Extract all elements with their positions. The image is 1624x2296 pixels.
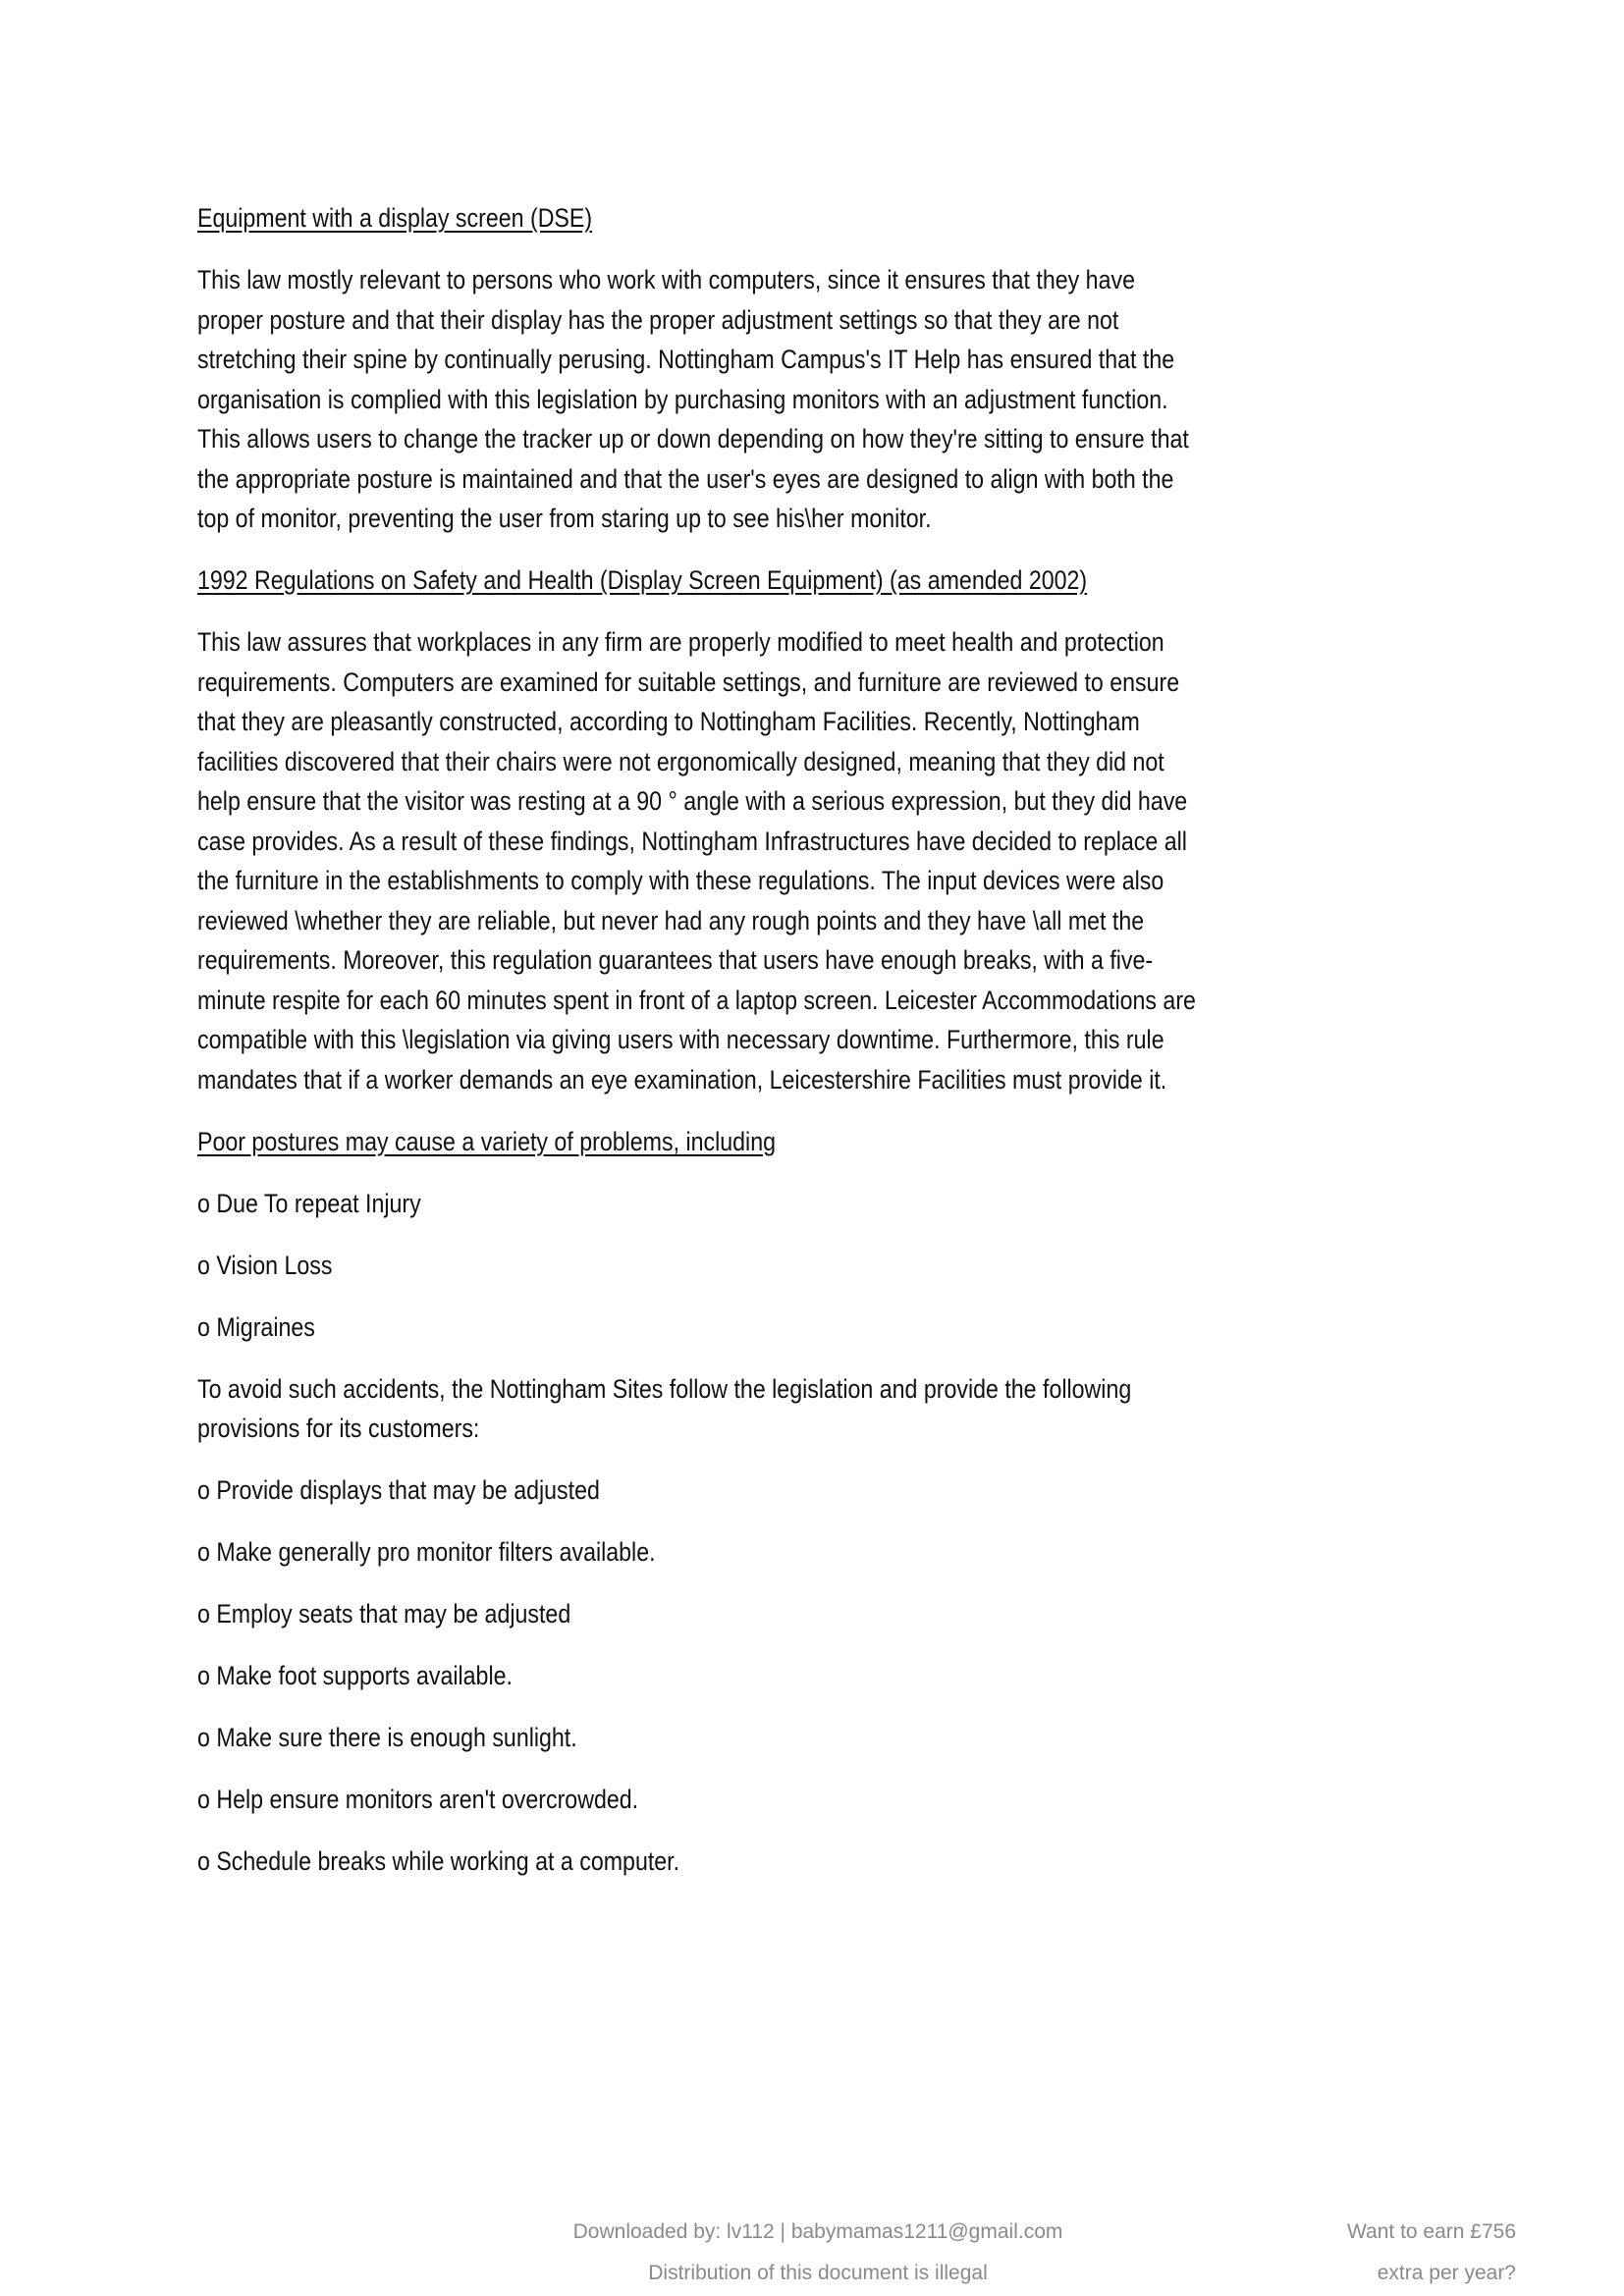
list-item	[197, 1656, 1474, 1696]
paragraph-line: requirements. Computers are examined for suitable settings, and furniture are reviewed to ensure	[197, 667, 1180, 697]
paragraph-line: requirements. Moreover, this regulation guarantees that users have enough breaks, with a five-	[197, 945, 1154, 975]
paragraph-dse	[197, 260, 1474, 539]
heading-text: 1992 Regulations on Safety and Health (Display Screen Equipment) (as amended 2002)	[197, 565, 1088, 595]
list-item-text: o Schedule breaks while working at a computer.	[197, 1846, 680, 1876]
paragraph-line: reviewed \whether they are reliable, but never had any rough points and they have \all met the	[197, 905, 1145, 935]
paragraph-line: the furniture in the establishments to comply with these regulations. The input devices were also	[197, 866, 1164, 895]
paragraph-line: help ensure that the visitor was resting at a 90 ° angle with a serious expression, but they did have	[197, 786, 1188, 816]
footer-promo-line1[interactable]: Want to earn £756	[1347, 2220, 1516, 2243]
paragraph-line: minute respite for each 60 minutes spent in front of a laptop screen. Leicester Accommodations are	[197, 985, 1196, 1015]
list-item-text: o Provide displays that may be adjusted	[197, 1475, 600, 1505]
paragraph-line: top of monitor, preventing the user from staring up to see his\her monitor.	[197, 504, 932, 533]
paragraph-line: This law mostly relevant to persons who work with computers, since it ensures that they have	[197, 265, 1135, 294]
paragraph-line: proper posture and that their display has the proper adjustment settings so that they are not	[197, 304, 1119, 335]
list-item-text: o Help ensure monitors aren't overcrowded.	[197, 1785, 639, 1814]
paragraph-line: case provides. As a result of these findings, Nottingham Infrastructures have decided to replace all	[197, 826, 1187, 856]
list-item	[197, 1308, 1474, 1348]
problems-list	[197, 1184, 1474, 1348]
heading-regulations	[197, 561, 1474, 601]
paragraph-avoid	[197, 1369, 1474, 1449]
paragraph-line: This allows users to change the tracker up or down depending on how they're sitting to ensure that	[197, 424, 1189, 454]
list-item	[197, 1718, 1474, 1758]
list-item	[197, 1470, 1474, 1511]
heading-text: Equipment with a display screen (DSE)	[197, 203, 593, 233]
paragraph-line: mandates that if a worker demands an eye examination, Leicestershire Facilities must provide it.	[197, 1064, 1167, 1095]
heading-dse	[197, 198, 1474, 239]
list-item	[197, 1780, 1474, 1820]
list-item	[197, 1184, 1474, 1224]
list-item-text: o Make foot supports available.	[197, 1661, 513, 1690]
list-item-text: o Due To repeat Injury	[197, 1188, 421, 1218]
heading-text: Poor postures may cause a variety of problems, including	[197, 1126, 776, 1156]
list-item-text: o Make generally pro monitor filters available.	[197, 1537, 656, 1567]
list-item	[197, 1246, 1474, 1286]
heading-posture	[197, 1122, 1474, 1162]
list-item	[197, 1842, 1474, 1882]
paragraph-line: provisions for its customers:	[197, 1414, 480, 1443]
paragraph-line: This law assures that workplaces in any firm are properly modified to meet health and protection	[197, 627, 1164, 657]
document-body	[197, 198, 1474, 1903]
list-item	[197, 1594, 1474, 1634]
paragraph-line: stretching their spine by continually perusing. Nottingham Campus's IT Help has ensured that the	[197, 345, 1175, 374]
footer-distribution-notice: Distribution of this document is illegal	[648, 2262, 988, 2284]
list-item-text: o Employ seats that may be adjusted	[197, 1599, 571, 1629]
paragraph-line: organisation is complied with this legislation by purchasing monitors with an adjustment function.	[197, 384, 1168, 414]
paragraph-line: the appropriate posture is maintained and that the user's eyes are designed to align with both the	[197, 463, 1174, 494]
paragraph-line: facilities discovered that their chairs were not ergonomically designed, meaning that they did not	[197, 746, 1164, 776]
paragraph-line: To avoid such accidents, the Nottingham Sites follow the legislation and provide the following	[197, 1373, 1132, 1404]
list-item-text: o Make sure there is enough sunlight.	[197, 1723, 577, 1752]
list-item-text: o Migraines	[197, 1311, 315, 1342]
footer-downloaded-by: Downloaded by: lv112 | babymamas1211@gmail.com	[572, 2220, 1063, 2243]
list-item	[197, 1532, 1474, 1573]
provisions-list	[197, 1470, 1474, 1882]
list-item-text: o Vision Loss	[197, 1250, 333, 1280]
paragraph-regulations	[197, 622, 1474, 1099]
footer-promo-line2[interactable]: extra per year?	[1377, 2262, 1516, 2284]
paragraph-line: that they are pleasantly constructed, according to Nottingham Facilities. Recently, Nottingham	[197, 707, 1140, 736]
paragraph-line: compatible with this \legislation via giving users with necessary downtime. Furthermore, this rule	[197, 1025, 1164, 1054]
